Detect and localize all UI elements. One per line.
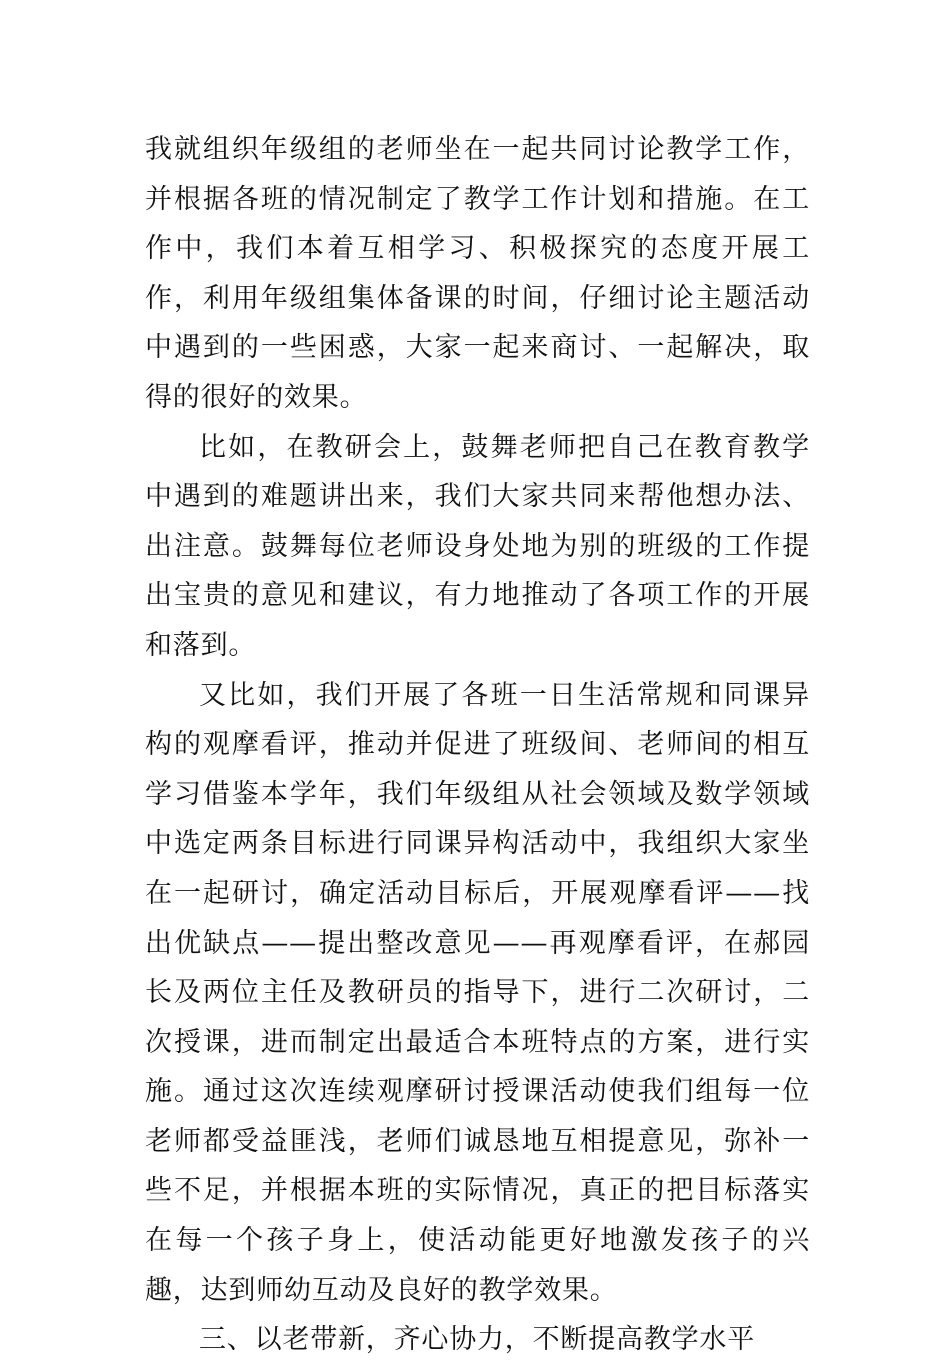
paragraph-3: 又比如，我们开展了各班一日生活常规和同课异构的观摩看评，推动并促进了班级间、老师间的相互学习借鉴本学年，我们年级组从社会领域及数学领域中选定两条目标进行同课异构活动中，我组织大家坐在一起研讨，确定活动目标后，开展观摩看评——找出优缺点——提出整改意见——再观摩看评，在郝园长及两位主任及教研员的指导下，进行二次研讨，二次授课，进而制定出最适合本班特点的方案，进行实施。通过这次连续观摩研讨授课活动使我们组每一位老师都受益匪浅，老师们诚恳地互相提意见，弥补一些不足，并根据本班的实际情况，真正的把目标落实在每一个孩子身上，使活动能更好地激发孩子的兴趣，达到师幼互动及良好的教学效果。 [145, 679, 810, 1306]
section-heading-3: 三、以老带新，齐心协力，不断提高教学水平 [199, 1324, 755, 1356]
paragraph-2: 比如，在教研会上，鼓舞老师把自己在教育教学中遇到的难题讲出来，我们大家共同来帮他想办法、出注意。鼓舞每位老师设身处地为别的班级的工作提出宝贵的意见和建议，有力地推动了各项工作的开展和落到。 [145, 431, 810, 661]
paragraph-1: 我就组织年级组的老师坐在一起共同讨论教学工作，并根据各班的情况制定了教学工作计划和措施。在工作中，我们本着互相学习、积极探究的态度开展工作，利用年级组集体备课的时间，仔细讨论主题活动中遇到的一些困惑，大家一起来商讨、一起解决，取得的很好的效果。 [145, 134, 810, 413]
document-body [145, 125, 810, 1365]
